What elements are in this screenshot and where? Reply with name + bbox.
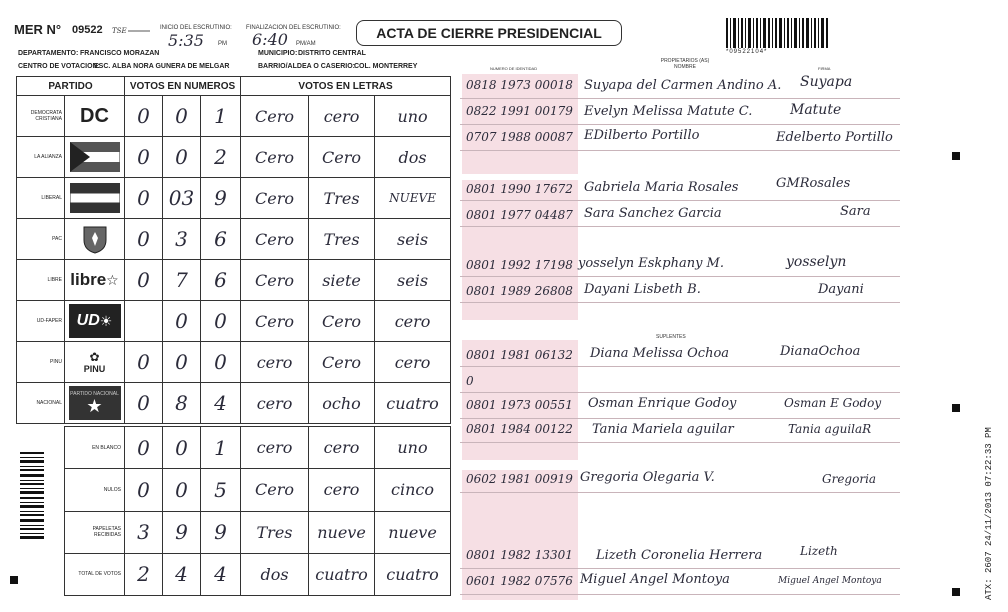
vote-digit: 0 xyxy=(163,96,201,137)
total-word: cuatro xyxy=(375,553,451,595)
vote-word: Cero xyxy=(241,178,309,219)
vote-word: cero xyxy=(241,383,309,424)
start-ampm: PM xyxy=(218,41,227,47)
end-ampm: PM/AM xyxy=(296,41,316,47)
vote-word: dos xyxy=(375,137,451,178)
member-name: Diana Melissa Ochoa xyxy=(590,346,730,361)
member-signature: Dayani xyxy=(818,282,864,297)
end-time: 6:40 xyxy=(252,30,288,49)
member-name: yosselyn Eskphany M. xyxy=(578,256,724,271)
party-logo xyxy=(65,342,125,383)
municipality-label: MUNICIPIO: xyxy=(258,50,298,57)
vote-digit: 6 xyxy=(201,260,241,301)
vote-digit: 0 xyxy=(125,178,163,219)
member-id: 0801 1990 17672 xyxy=(466,182,573,196)
vote-word: Cero xyxy=(309,137,375,178)
total-word: cuatro xyxy=(309,553,375,595)
member-signature: yosselyn xyxy=(786,254,847,270)
party-logo xyxy=(65,260,125,301)
vote-word: Cero xyxy=(241,301,309,342)
member-signature: Osman E Godoy xyxy=(784,396,882,410)
member-name: Sara Sanchez Garcia xyxy=(584,206,722,221)
vote-digit: 0 xyxy=(125,342,163,383)
vote-digit: 0 xyxy=(163,137,201,178)
total-digit: 0 xyxy=(163,427,201,469)
vote-digit: 0 xyxy=(125,219,163,260)
barrio-value: COL. MONTERREY xyxy=(354,63,418,70)
member-id: 0601 1982 07576 xyxy=(466,574,573,588)
member-signature: Tania aguilaR xyxy=(788,422,872,436)
member-id: 0602 1981 00919 xyxy=(466,472,573,486)
mer-label: MER N° xyxy=(14,22,62,37)
vote-word: Cero xyxy=(241,137,309,178)
scan-timestamp: ATX: 2607 24/11/2013 07:22:33 PM xyxy=(984,427,994,600)
member-signature: Gregoria xyxy=(822,472,877,486)
col-id-label: NUMERO DE IDENTIDAD xyxy=(490,66,538,71)
start-label: INICIO DEL ESCRUTINIO: xyxy=(160,25,232,31)
vote-digit: 0 xyxy=(125,96,163,137)
party-name: PINU xyxy=(17,342,65,383)
member-id: 0818 1973 00018 xyxy=(466,78,573,92)
vote-word: Cero xyxy=(241,260,309,301)
member-name: Dayani Lisbeth B. xyxy=(584,282,701,297)
member-name: EDilberto Portillo xyxy=(584,128,700,143)
member-id: 0822 1991 00179 xyxy=(466,104,573,118)
tse-logo-icon xyxy=(112,25,152,33)
vote-word: uno xyxy=(375,96,451,137)
total-word: cinco xyxy=(375,469,451,511)
barcode-icon xyxy=(726,18,830,48)
party-name: DEMOCRATA CRISTIANA xyxy=(17,96,65,137)
vote-digit xyxy=(125,301,163,342)
total-word: uno xyxy=(375,427,451,469)
total-word: Cero xyxy=(241,469,309,511)
barrio-label: BARRIO/ALDEA O CASERIO: xyxy=(258,63,355,70)
vote-digit: 0 xyxy=(201,342,241,383)
dc-logo-icon: DC xyxy=(80,104,109,127)
vote-word: ocho xyxy=(309,383,375,424)
total-digit: 0 xyxy=(125,427,163,469)
total-word: cero xyxy=(309,427,375,469)
total-digit: 4 xyxy=(201,553,241,595)
total-word: cero xyxy=(241,427,309,469)
total-digit: 9 xyxy=(163,511,201,553)
totals-label: TOTAL DE VOTOS xyxy=(65,553,125,595)
vote-word: siete xyxy=(309,260,375,301)
department-label: DEPARTAMENTO: xyxy=(18,50,79,57)
member-signature: Matute xyxy=(790,102,842,118)
registration-mark xyxy=(10,576,18,584)
member-name: Suyapa del Carmen Andino A. xyxy=(584,78,782,93)
vote-word: Tres xyxy=(309,219,375,260)
party-logo xyxy=(65,301,125,342)
vote-word: cero xyxy=(309,96,375,137)
total-digit: 9 xyxy=(201,511,241,553)
header-party: PARTIDO xyxy=(17,77,125,96)
center-label: CENTRO DE VOTACION: xyxy=(18,63,100,70)
total-word: dos xyxy=(241,553,309,595)
totals-label: EN BLANCO xyxy=(65,427,125,469)
vote-word: seis xyxy=(375,219,451,260)
total-word: nueve xyxy=(375,511,451,553)
member-signature: Sara xyxy=(840,204,871,219)
vote-digit: 9 xyxy=(201,178,241,219)
member-signature: Edelberto Portillo xyxy=(776,130,893,145)
vote-digit: 3 xyxy=(163,219,201,260)
vote-digit: 7 xyxy=(163,260,201,301)
party-name: PAC xyxy=(17,219,65,260)
vote-digit: 0 xyxy=(125,260,163,301)
col-name-label: PROPIETARIOS (AS) NOMBRE xyxy=(660,58,710,70)
header-votes-numbers: VOTOS EN NUMEROS xyxy=(125,77,241,96)
member-id: 0801 1984 00122 xyxy=(466,422,573,436)
alianza-flag-icon xyxy=(69,140,121,174)
total-word: Tres xyxy=(241,511,309,553)
member-id: 0801 1977 04487 xyxy=(466,208,573,222)
vote-word: cero xyxy=(241,342,309,383)
vote-digit: 0 xyxy=(163,301,201,342)
pinu-logo-icon: ✿ PINU xyxy=(83,350,106,374)
party-name: LIBERAL xyxy=(17,178,65,219)
totals-label: NULOS xyxy=(65,469,125,511)
member-name: Tania Mariela aguilar xyxy=(592,422,734,437)
total-digit: 4 xyxy=(163,553,201,595)
vote-word: Cero xyxy=(241,219,309,260)
header-votes-letters: VOTOS EN LETRAS xyxy=(241,77,451,96)
end-label: FINALIZACION DEL ESCRUTINIO: xyxy=(246,25,341,31)
vote-digit: 1 xyxy=(201,96,241,137)
registration-mark xyxy=(952,152,960,160)
member-id: 0801 1981 06132 xyxy=(466,348,573,362)
vote-word: cero xyxy=(375,342,451,383)
party-logo xyxy=(65,96,125,137)
municipality-value: DISTRITO CENTRAL xyxy=(298,50,366,57)
member-name: Gregoria Olegaria V. xyxy=(580,470,715,485)
total-digit: 0 xyxy=(163,469,201,511)
ud-logo-icon: UD ☀ xyxy=(69,304,121,338)
pac-shield-icon xyxy=(69,222,121,256)
vote-digit: 2 xyxy=(201,137,241,178)
vote-word: Cero xyxy=(309,301,375,342)
member-id: 0801 1989 26808 xyxy=(466,284,573,298)
member-signature: Suyapa xyxy=(800,74,853,90)
member-id: 0801 1973 00551 xyxy=(466,398,573,412)
vote-digit: 4 xyxy=(201,383,241,424)
side-barcode-icon xyxy=(20,452,44,542)
vote-word: Tres xyxy=(309,178,375,219)
party-name: NACIONAL xyxy=(17,383,65,424)
member-id: 0801 1992 17198 xyxy=(466,258,573,272)
document-title: ACTA DE CIERRE PRESIDENCIAL xyxy=(356,20,622,46)
member-id: 0707 1988 00087 xyxy=(466,130,573,144)
mer-number: 09522 xyxy=(72,24,103,36)
party-name: UD-FAPER xyxy=(17,301,65,342)
col-sign-label: FIRMA xyxy=(818,66,831,71)
total-digit: 2 xyxy=(125,553,163,595)
registration-mark xyxy=(952,404,960,412)
member-id: 0 xyxy=(466,374,474,388)
liberal-flag-icon xyxy=(69,181,121,215)
vote-digit: 8 xyxy=(163,383,201,424)
party-logo xyxy=(65,383,125,424)
member-signature: GMRosales xyxy=(776,176,851,191)
member-name: Osman Enrique Godoy xyxy=(588,396,737,411)
total-digit: 5 xyxy=(201,469,241,511)
center-value: ESC. ALBA NORA GUNERA DE MELGAR xyxy=(94,63,230,70)
department-value: FRANCISCO MORAZAN xyxy=(80,50,160,57)
party-logo xyxy=(65,137,125,178)
vote-word: NUEVE xyxy=(375,178,451,219)
pink-band xyxy=(462,180,578,320)
totals-table xyxy=(64,426,451,596)
member-signature: Lizeth xyxy=(800,544,838,558)
vote-word: seis xyxy=(375,260,451,301)
totals-label: PAPELETAS RECIBIDAS xyxy=(65,511,125,553)
vote-digit: 0 xyxy=(163,342,201,383)
total-word: nueve xyxy=(309,511,375,553)
party-name: LIBRE xyxy=(17,260,65,301)
party-votes-table xyxy=(16,76,451,424)
vote-word: Cero xyxy=(241,96,309,137)
total-word: cero xyxy=(309,469,375,511)
vote-digit: 6 xyxy=(201,219,241,260)
member-name: Miguel Angel Montoya xyxy=(580,572,730,587)
libre-logo-icon: libre ☆ xyxy=(70,270,119,289)
total-digit: 3 xyxy=(125,511,163,553)
total-digit: 1 xyxy=(201,427,241,469)
party-logo xyxy=(65,178,125,219)
member-id: 0801 1982 13301 xyxy=(466,548,573,562)
member-signature: DianaOchoa xyxy=(780,344,861,359)
start-time: 5:35 xyxy=(168,31,204,50)
vote-digit: 03 xyxy=(163,178,201,219)
vote-digit: 0 xyxy=(125,137,163,178)
barcode-number: *09522104* xyxy=(726,49,768,55)
vote-word: cuatro xyxy=(375,383,451,424)
registration-mark xyxy=(952,588,960,596)
member-name: Evelyn Melissa Matute C. xyxy=(584,104,753,119)
party-logo xyxy=(65,219,125,260)
member-signature: Miguel Angel Montoya xyxy=(778,576,882,586)
suplentes-label: SUPLENTES xyxy=(656,334,686,340)
nacional-star-icon: PARTIDO NACIONAL ★ xyxy=(69,386,121,420)
vote-digit: 0 xyxy=(125,383,163,424)
vote-digit: 0 xyxy=(201,301,241,342)
svg-text:TSE: TSE xyxy=(112,27,127,35)
party-name: LA ALIANZA xyxy=(17,137,65,178)
member-name: Lizeth Coronelia Herrera xyxy=(596,548,763,563)
member-name: Gabriela Maria Rosales xyxy=(584,180,739,195)
vote-word: cero xyxy=(375,301,451,342)
total-digit: 0 xyxy=(125,469,163,511)
vote-word: Cero xyxy=(309,342,375,383)
